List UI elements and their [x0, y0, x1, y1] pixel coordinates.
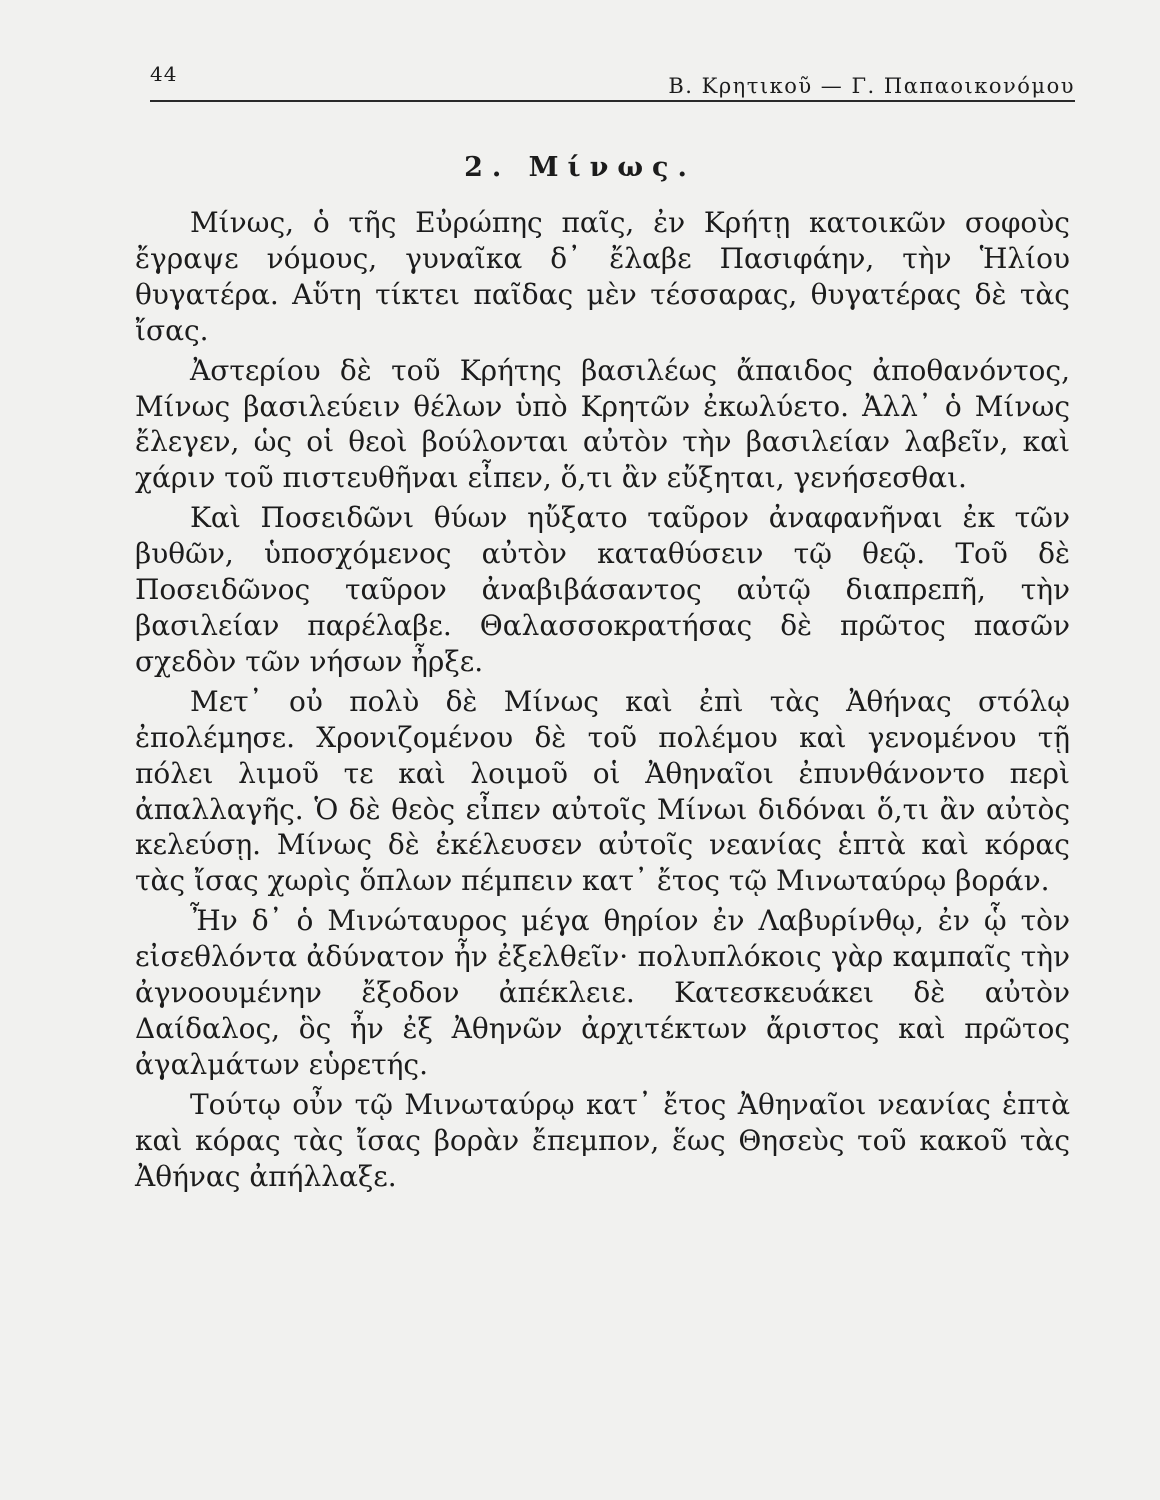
page-number: 44	[150, 62, 178, 86]
paragraph: Ἦν δ᾽ ὁ Μινώταυρος μέγα θηρίον ἐν Λαβυρίνθῳ, ἐν ᾧ τὸν εἰσεθλόντα ἀδύνατον ἦν ἐξελθεῖν· πολυπλόκοις γὰρ καμπαῖς τὴν ἀγνοουμένην ἔξοδον ἀπέκλειε. Κατεσκευάκει δὲ αὐτὸν Δαίδαλος, ὃς ἦν ἐξ Ἀθηνῶν ἀρχιτέκτων ἄριστος καὶ πρῶτος ἀγαλμάτων εὑρετής.	[135, 904, 1070, 1081]
paragraph: Τούτῳ οὖν τῷ Μινωταύρῳ κατ᾽ ἔτος Ἀθηναῖοι νεανίας ἑπτὰ καὶ κόρας τὰς ἴσας βορὰν ἔπεμπον, ἕως Θησεὺς τοῦ κακοῦ τὰς Ἀθήνας ἀπήλλαξε.	[135, 1087, 1070, 1193]
body-text	[135, 205, 1070, 1198]
running-head: Β. Κρητικοῦ — Γ. Παπαοικονόμου	[668, 74, 1075, 98]
header-rule	[150, 100, 1075, 102]
paragraph: Ἀστερίου δὲ τοῦ Κρήτης βασιλέως ἄπαιδος ἀποθανόντος, Μίνως βασιλεύειν θέλων ὑπὸ Κρητῶν ἐκωλύετο. Ἀλλ᾽ ὁ Μίνως ἔλεγεν, ὡς οἱ θεοὶ βούλονται αὐτὸν τὴν βασιλείαν λαβεῖν, καὶ χάριν τοῦ πιστευθῆναι εἶπεν, ὅ,τι ἂν εὔξηται, γενήσεσθαι.	[135, 353, 1070, 495]
chapter-title: 2. Μίνως.	[464, 152, 696, 183]
paragraph: Μίνως, ὁ τῆς Εὐρώπης παῖς, ἐν Κρήτῃ κατοικῶν σοφοὺς ἔγραψε νόμους, γυναῖκα δ᾽ ἔλαβε Πασιφάην, τὴν Ἡλίου θυγατέρα. Αὕτη τίκτει παῖδας μὲν τέσσαρας, θυγατέρας δὲ τὰς ἴσας.	[135, 206, 1070, 347]
paragraph: Καὶ Ποσειδῶνι θύων ηὔξατο ταῦρον ἀναφανῆναι ἐκ τῶν βυθῶν, ὑποσχόμενος αὐτὸν καταθύσειν τῷ θεῷ. Τοῦ δὲ Ποσειδῶνος ταῦρον ἀναβιβάσαντος αὐτῷ διαπρεπῆ, τὴν βασιλείαν παρέλαβε. Θαλασσοκρατήσας δὲ πρῶτος πασῶν σχεδὸν τῶν νήσων ἦρξε.	[135, 501, 1070, 678]
paragraph: Μετ᾽ οὐ πολὺ δὲ Μίνως καὶ ἐπὶ τὰς Ἀθήνας στόλῳ ἐπολέμησε. Χρονιζομένου δὲ τοῦ πολέμου καὶ γενομένου τῇ πόλει λιμοῦ τε καὶ λοιμοῦ οἱ Ἀθηναῖοι ἐπυνθάνοντο περὶ ἀπαλλαγῆς. Ὁ δὲ θεὸς εἶπεν αὐτοῖς Μίνωι διδόναι ὅ,τι ἂν αὐτὸς κελεύσῃ. Μίνως δὲ ἐκέλευσεν αὐτοῖς νεανίας ἑπτὰ καὶ κόρας τὰς ἴσας χωρὶς ὅπλων πέμπειν κατ᾽ ἔτος τῷ Μινωταύρῳ βοράν.	[135, 684, 1070, 898]
